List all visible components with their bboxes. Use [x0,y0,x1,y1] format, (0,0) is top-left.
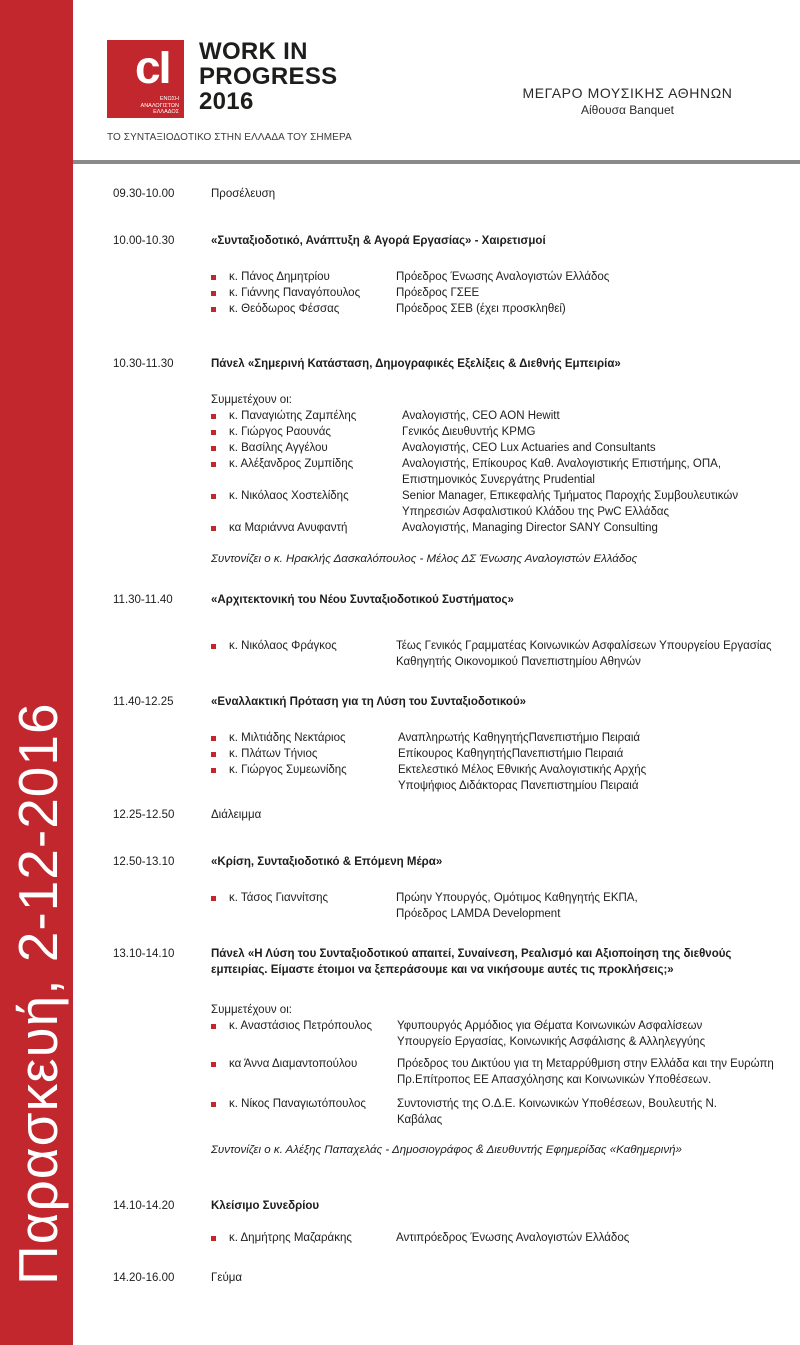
speaker-role: Πρόεδρος ΣΕΒ (έχει προσκληθεί) [396,303,566,315]
bullet [211,307,216,312]
speaker-role-line2: Υποψήφιος Διδάκτορας Πανεπιστημίου Πειραιά [398,780,639,792]
speaker-role: Συντονιστής της Ο.Δ.Ε. Κοινωνικών Υποθέσεων, Βουλευτής Ν. [397,1098,717,1110]
session-title: Διάλειμμα [211,809,262,821]
speaker-role-line2: Καβάλας [397,1114,443,1126]
session-title: Πάνελ «Σημερινή Κατάσταση, Δημογραφικές Εξελίξεις & Διεθνής Εμπειρία» [211,358,621,370]
speaker-role: Πρόεδρος του Δικτύου για τη Μεταρρύθμιση στην Ελλάδα και την Ευρώπη [397,1058,774,1070]
speaker-name: κ. Γιάννης Παναγόπουλος [229,287,361,299]
speaker-role-line2: Πρόεδρος LAMDA Development [396,908,561,920]
speaker-role: Γενικός Διευθυντής KPMG [402,426,536,438]
session-title: Γεύμα [211,1272,243,1284]
session-title: «Συνταξιοδοτικό, Ανάπτυξη & Αγορά Εργασίας» - Χαιρετισμοί [211,235,546,247]
bullet [211,1102,216,1107]
date-banner: Παρασκευή, 2-12-2016 [7,702,69,1285]
bullet [211,291,216,296]
speaker-role: Υφυπουργός Αρμόδιος για Θέματα Κοινωνικών Ασφαλίσεων [397,1020,703,1032]
header-divider [73,160,800,164]
event-title: WORK IN PROGRESS 2016 [199,38,338,115]
logo-organization: ΕΝΩΣΗ ΑΝΑΛΟΓΙΣΤΩΝ ΕΛΛΑΔΟΣ [140,96,179,115]
speaker-role: Επίκουρος ΚαθηγητήςΠανεπιστήμιο Πειραιά [398,748,624,760]
session-time: 11.30-11.40 [113,594,173,606]
bullet [211,275,216,280]
speaker-role-line2: Υπηρεσιών Ασφαλιστικού Κλάδου της PwC Ελλάδας [402,506,670,518]
session-time: 12.25-12.50 [113,809,175,821]
speaker-name: κ. Μιλτιάδης Νεκτάριος [229,732,346,744]
session-time: 09.30-10.00 [113,188,175,200]
bullet [211,1236,216,1241]
venue-name: ΜΕΓΑΡΟ ΜΟΥΣΙΚΗΣ ΑΘΗΝΩΝ [522,85,733,101]
speaker-role: Αναλογιστής, Managing Director SANY Consulting [402,522,658,534]
moderator-note: Συντονίζει ο κ. Αλέξης Παπαχελάς - Δημοσιογράφος & Διευθυντής Εφημερίδας «Καθημερινή» [211,1144,682,1156]
bullet [211,430,216,435]
venue-block [520,85,735,117]
session-time: 10.00-10.30 [113,235,175,247]
session-title: Προσέλευση [211,188,276,200]
speaker-name: κ. Τάσος Γιαννίτσης [229,892,329,904]
speaker-name: κ. Γιώργος Συμεωνίδης [229,764,347,776]
speaker-role: Αντιπρόεδρος Ένωσης Αναλογιστών Ελλάδος [396,1232,630,1244]
session-title: Πάνελ «Η Λύση του Συνταξιοδοτικού απαιτεί, Συναίνεση, Ρεαλισμό και Αξιοποίηση της διεθνούς [211,948,732,960]
session-title: «Κρίση, Συνταξιοδοτικό & Επόμενη Μέρα» [211,856,443,868]
session-title: «Αρχιτεκτονική του Νέου Συνταξιοδοτικού Συστήματος» [211,594,514,606]
speaker-role: Αναλογιστής, CEO AON Hewitt [402,410,560,422]
speaker-name: κα Άννα Διαμαντοπούλου [229,1058,358,1070]
speaker-role: Πρόεδρος ΓΣΕΕ [396,287,480,299]
session-time: 10.30-11.30 [113,358,174,370]
speaker-name: κ. Πάνος Δημητρίου [229,271,330,283]
speaker-name: κ. Αλέξανδρος Ζυμπίδης [229,458,354,470]
speaker-name: κ. Αναστάσιος Πετρόπουλος [229,1020,372,1032]
speaker-role-line2: Υπουργείο Εργασίας, Κοινωνικής Ασφάλισης & Αλληλεγγύης [397,1036,706,1048]
speaker-name: κ. Γιώργος Ραουνάς [229,426,331,438]
bullet [211,644,216,649]
speaker-name: κ. Θεόδωρος Φέσσας [229,303,340,315]
logo [107,40,184,118]
bullet [211,462,216,467]
session-title: «Εναλλακτική Πρόταση για τη Λύση του Συνταξιοδοτικού» [211,696,527,708]
speaker-role-line2: Επιστημονικός Συνεργάτης Prudential [402,474,595,486]
speaker-name: κ. Δημήτρης Μαζαράκης [229,1232,352,1244]
bullet [211,896,216,901]
participants-label: Συμμετέχουν οι: [211,1004,292,1016]
bullet [211,752,216,757]
session-time: 11.40-12.25 [113,696,174,708]
bullet [211,494,216,499]
session-title: Κλείσιμο Συνεδρίου [211,1200,320,1212]
speaker-role: Εκτελεστικό Μέλος Εθνικής Αναλογιστικής Αρχής [398,764,647,776]
bullet [211,1024,216,1029]
speaker-role: Πρώην Υπουργός, Ομότιμος Καθηγητής ΕΚΠΑ, [396,892,638,904]
bullet [211,736,216,741]
speaker-role: Τέως Γενικός Γραμματέας Κοινωνικών Ασφαλίσεων Υπουργείου Εργασίας [396,640,772,652]
bullet [211,526,216,531]
speaker-name: κ. Νικόλαος Χοστελίδης [229,490,349,502]
bullet [211,446,216,451]
speaker-role-line2: Πρ.Επίτροπος ΕΕ Απασχόλησης και Κοινωνικών Υποθέσεων. [397,1074,712,1086]
session-time: 14.10-14.20 [113,1200,175,1212]
speaker-name: κ. Πλάτων Τήνιος [229,748,318,760]
session-title-line2: εμπειρίας. Είμαστε έτοιμοι να ξεπεράσουμε και να νικήσουμε αυτές τις προκλήσεις;» [211,964,674,976]
speaker-role: Αναλογιστής, Επίκουρος Καθ. Αναλογιστικής Επιστήμης, ΟΠΑ, [402,458,722,470]
speaker-name: κα Μαριάννα Ανυφαντή [229,522,348,534]
session-time: 13.10-14.10 [113,948,175,960]
speaker-name: κ. Νίκος Παναγιωτόπουλος [229,1098,366,1110]
logo-mark: ᴄI [135,41,170,93]
speaker-role: Αναπληρωτής ΚαθηγητήςΠανεπιστήμιο Πειραιά [398,732,641,744]
speaker-role: Senior Manager, Επικεφαλής Τμήματος Παροχής Συμβουλευτικών [402,490,739,502]
session-time: 14.20-16.00 [113,1272,175,1284]
speaker-role: Αναλογιστής, CEO Lux Actuaries and Consultants [402,442,656,454]
event-subtitle: ΤΟ ΣΥΝΤΑΞΙΟΔΟΤΙΚΟ ΣΤΗΝ ΕΛΛΑΔΑ ΤΟΥ ΣΗΜΕΡΑ [107,132,352,143]
session-time: 12.50-13.10 [113,856,175,868]
speaker-role: Πρόεδρος Ένωσης Αναλογιστών Ελλάδος [396,271,610,283]
speaker-role-line2: Καθηγητής Οικονομικού Πανεπιστημίου Αθηνών [396,656,641,668]
speaker-name: κ. Βασίλης Αγγέλου [229,442,328,454]
speaker-name: κ. Νικόλαος Φράγκος [229,640,337,652]
bullet [211,414,216,419]
moderator-note: Συντονίζει ο κ. Ηρακλής Δασκαλόπουλος - Μέλος ΔΣ Ένωσης Αναλογιστών Ελλάδος [211,553,638,565]
participants-label: Συμμετέχουν οι: [211,394,292,406]
bullet [211,768,216,773]
bullet [211,1062,216,1067]
venue-room: Αίθουσα Banquet [581,103,674,117]
speaker-name: κ. Παναγιώτης Ζαμπέλης [229,410,357,422]
